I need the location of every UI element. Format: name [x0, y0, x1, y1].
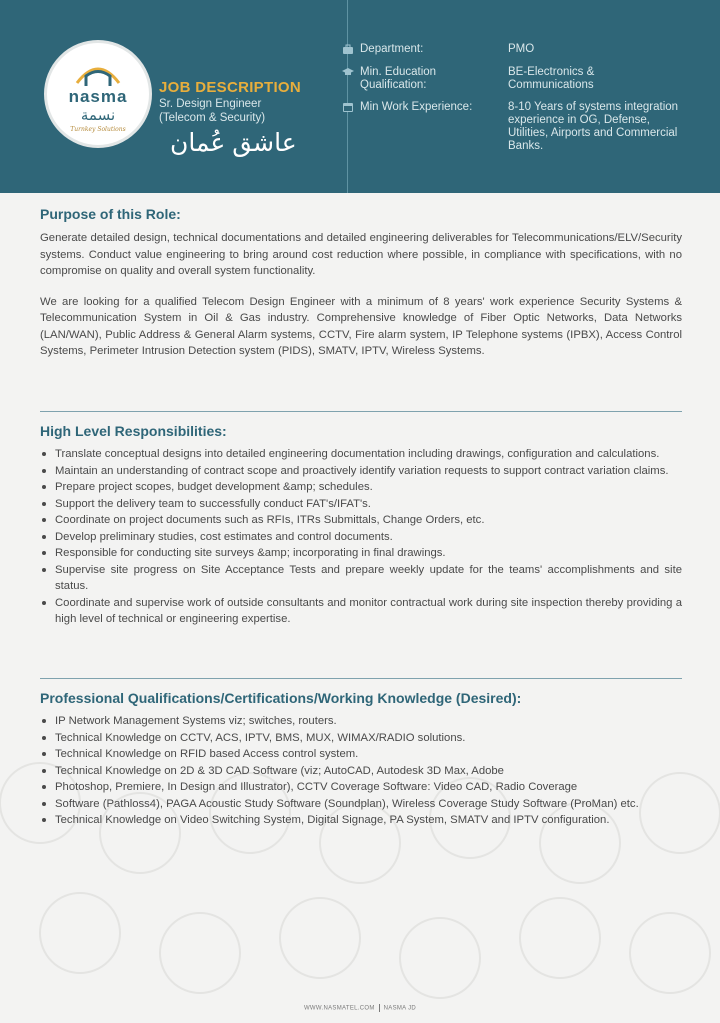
bullet-icon: [42, 769, 46, 773]
logo-brand-ar: نسمة: [80, 107, 116, 124]
bullet-icon: [42, 551, 46, 555]
purpose-title: Purpose of this Role:: [40, 206, 181, 222]
bullet-icon: [42, 719, 46, 723]
experience-value: 8-10 Years of systems integration experience in OG, Defense, Utilities, Airports and Commercial Banks.: [508, 101, 679, 152]
list-item: [40, 713, 682, 730]
bullet-icon: [42, 452, 46, 456]
experience-label: Min Work Experience:: [360, 101, 473, 113]
list-item: [40, 746, 682, 763]
list-item: [40, 529, 682, 546]
job-role-line2: (Telecom & Security): [159, 112, 266, 124]
list-item: [40, 779, 682, 796]
bullet-icon: [42, 736, 46, 740]
list-item: [40, 812, 682, 829]
list-item: [40, 496, 682, 513]
footer-website: WWW.NASMATEL.COM: [303, 1005, 375, 1012]
bullet-icon: [42, 785, 46, 789]
logo-brand-en: nasma: [68, 87, 128, 106]
bullet-icon: [42, 469, 46, 473]
bullet-icon: [42, 518, 46, 522]
purpose-paragraph-1: Generate detailed design, technical documentations and detailed engineering deliverables for Telecommunications/ELV/Security systems. Conduct value engineering to bring around cost reduction where possible, in compliance with specifications, with no compromise on quality and overall system functionality.: [40, 232, 682, 277]
list-item-text: Maintain an understanding of contract scope and proactively identify variation requests to support contract variation claims.: [55, 464, 669, 477]
list-item-text: Translate conceptual designs into detailed engineering documentation including drawings, configuration and calculations.: [55, 448, 660, 460]
list-item-text: Develop preliminary studies, cost estimates and control documents.: [55, 530, 393, 543]
qualifications-title: Professional Qualifications/Certifications/Working Knowledge (Desired):: [40, 690, 522, 706]
job-role: [159, 97, 339, 125]
responsibilities-list: [40, 446, 682, 628]
list-item-text: Supervise site progress on Site Acceptance Tests and prepare weekly update for the teams' accomplishments and site status.: [55, 563, 682, 592]
bullet-icon: [42, 568, 46, 572]
education-value: BE-Electronics & Communications: [508, 66, 595, 91]
list-item-text: Technical Knowledge on Video Switching System, Digital Signage, PA System, SMATV and IPTV configuration.: [55, 814, 610, 826]
list-item-text: Support the delivery team to successfully conduct FAT's/IFAT's.: [55, 497, 371, 510]
footer: [0, 1004, 720, 1012]
bullet-icon: [42, 802, 46, 806]
department-label: Department:: [360, 43, 424, 55]
bullet-icon: [42, 485, 46, 489]
department-icon: [342, 44, 354, 54]
list-item-text: Software (Pathloss4), PAGA Acoustic Study Software (Soundplan), Wireless Coverage Study Software (ProMan) etc.: [55, 797, 639, 810]
qualifications-section: [40, 690, 682, 829]
overlay-arabic-text: عاشق عُمان: [170, 129, 297, 157]
list-item: [40, 463, 682, 480]
list-item-text: Coordinate on project documents such as RFIs, ITRs Submittals, Change Orders, etc.: [55, 514, 485, 526]
list-item: [40, 512, 682, 529]
company-logo: [44, 40, 152, 148]
list-item: [40, 479, 682, 496]
calendar-icon: [342, 102, 354, 112]
education-label: Min. Education Qualification:: [360, 66, 437, 91]
footer-tag: NASMA JD: [383, 1005, 417, 1012]
list-item-text: Prepare project scopes, budget development &amp; schedules.: [55, 481, 373, 493]
graduation-cap-icon: [342, 67, 354, 77]
bullet-icon: [42, 502, 46, 506]
section-divider: [40, 678, 682, 679]
list-item-text: Technical Knowledge on CCTV, ACS, IPTV, BMS, MUX, WIMAX/RADIO solutions.: [55, 731, 466, 744]
responsibilities-title: High Level Responsibilities:: [40, 423, 227, 439]
list-item-text: IP Network Management Systems viz; switches, routers.: [55, 715, 337, 727]
document-title: JOB DESCRIPTION: [159, 79, 302, 96]
list-item: [40, 545, 682, 562]
list-item: [40, 730, 682, 747]
list-item: [40, 796, 682, 813]
list-item: [40, 446, 682, 463]
bullet-icon: [42, 818, 46, 822]
list-item-text: Technical Knowledge on 2D & 3D CAD Software (viz; AutoCAD, Autodesk 3D Max, Adobe: [55, 764, 504, 777]
purpose-paragraph-2: We are looking for a qualified Telecom Design Engineer with a minimum of 8 years' work experience Security Systems & Telecommunication System in Oil & Gas industry. Comprehensive knowledge of Fiber Optic Networks, Data Networks (LAN/WAN), Public Address & General Alarm systems, CCTV, Fire alarm system, IP Telephone systems (IPBX), Access Control Systems, Perimeter Intrusion Detection system (PIDS), SMATV, IPTV, Wireless Systems.: [40, 295, 682, 357]
bullet-icon: [42, 535, 46, 539]
list-item-text: Photoshop, Premiere, In Design and Illustrator), CCTV Coverage Software: Video CAD, Radio Coverage: [55, 781, 578, 793]
job-role-line1: Sr. Design Engineer: [159, 98, 262, 110]
logo-tagline: Turnkey Solutions: [70, 126, 126, 133]
purpose-section: [40, 206, 682, 360]
list-item-text: Responsible for conducting site surveys &amp; incorporating in final drawings.: [55, 547, 446, 559]
responsibilities-section: [40, 423, 682, 628]
list-item: [40, 562, 682, 595]
list-item-text: Technical Knowledge on RFID based Access control system.: [55, 748, 359, 760]
bullet-icon: [42, 601, 46, 605]
qualifications-list: [40, 713, 682, 829]
bullet-icon: [42, 752, 46, 756]
header-divider: [347, 0, 348, 193]
footer-separator: [379, 1004, 380, 1012]
header-banner: [0, 0, 720, 193]
section-divider: [40, 411, 682, 412]
list-item-text: Coordinate and supervise work of outside consultants and monitor contractual work during site inspection thereby providing a high level of technical or engineering expertise.: [55, 596, 682, 625]
list-item: [40, 763, 682, 780]
list-item: [40, 595, 682, 628]
department-value: PMO: [508, 43, 535, 55]
